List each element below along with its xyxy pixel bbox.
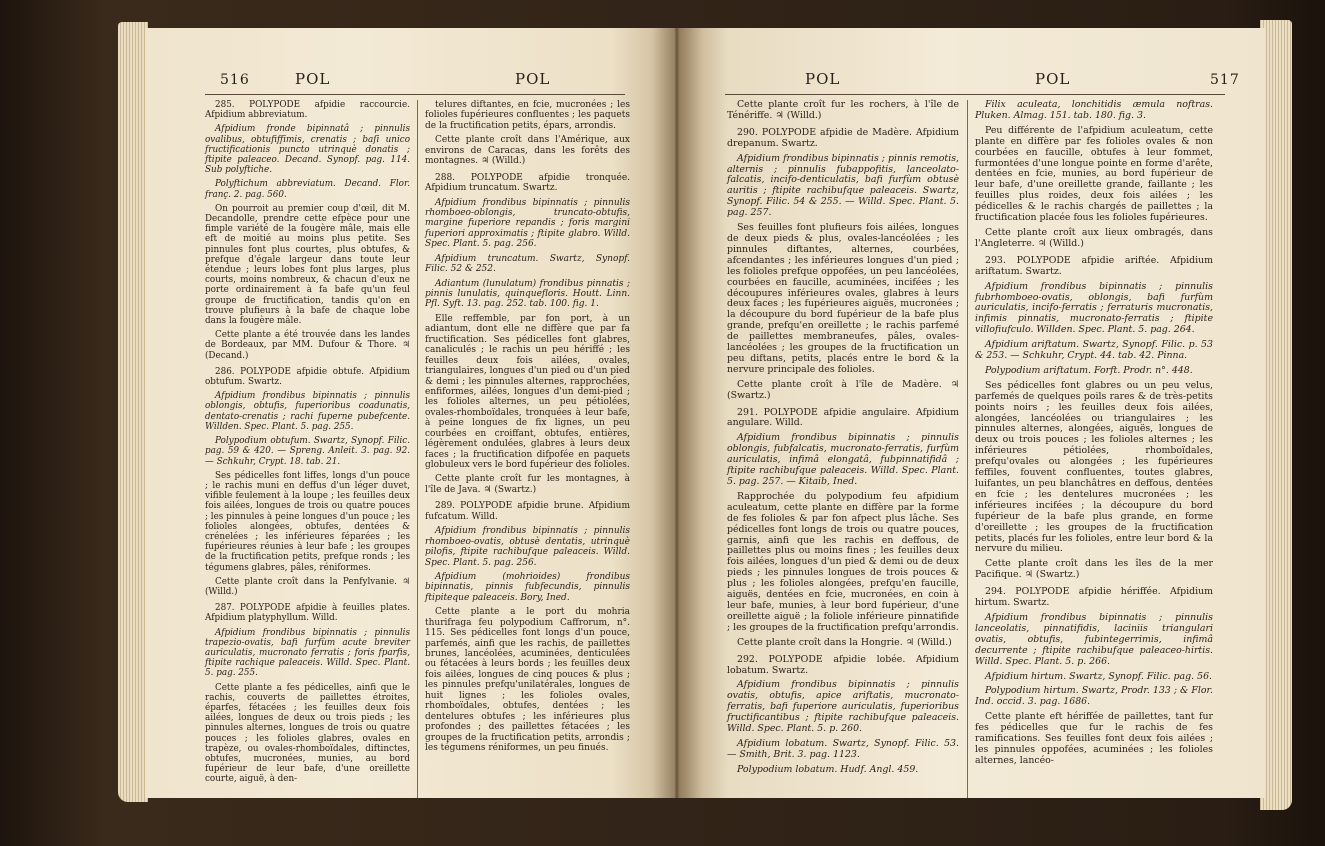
paragraph: Afpidium lobatum. Swartz, Synopf. Filic. 53. — Smith, Brit. 3. pag. 1123. [727, 737, 959, 760]
paragraph: Polypodium hirtum. Swartz, Prodr. 133 ; & Flor. Ind. occid. 3. pag. 1686. [975, 685, 1213, 708]
page-number: 517 [1210, 72, 1240, 88]
paragraph: Elle reffemble, par fon port, à un adiantum, dont elle ne diffère que par fa fructification. Ses pédicelles font glabres, canaliculés ; le rachis un peu hériffé ; les feuilles deux fois ailées, ovales, triangulaires, longues d'un pied ou d'un pied & demi ; les pinnules alternes, rapprochées, enfiformes, ailées, longues d'un demi-pied ; les folioles alternes, un peu pétiolées, ovales-rhomboïdales, tronquées à leur bafe, à peine longues de fix lignes, un peu courbées en croiffant, obtufes, entières, légèrement ondulées, glabres à leurs deux faces ; la fructification difpofée en paquets globuleux vers le bord fupérieur des folioles. [425, 313, 630, 470]
paragraph: Cette plante croît fur les montagnes, à l'île de Java. ♃ (Swartz.) [425, 474, 630, 495]
paragraph: Cette plante croît dans la Hongrie. ♃ (Willd.) [737, 636, 952, 648]
paragraph: On pourroit au premier coup d'œil, dit M. Decandolle, prendre cette efpèce pour une fimple variété de la fougère mâle, mais elle eft de moitié au moins plus petite. Ses pinnules font plus courtes, plus obtufes, & prefque d'égale largeur dans toute leur étendue ; leurs lobes font plus larges, plus courts, moins nombreux, & chacun d'eux ne porte ordinairement à fa bafe qu'un feul groupe de fructification, tandis qu'on en trouve plufieurs à la bafe de chaque lobe dans la fougère mâle. [205, 203, 410, 327]
entry-heading: 291. POLYPODE afpidie angulaire. Afpidium angulare. Willd. [727, 406, 959, 429]
header-rule [205, 94, 625, 95]
paragraph: Afpidium (mohrioides) frondibus bipinnatis, pinnis fubfecundis, pinnulis ftipiteque paleaceis. Bory, Ined. [425, 571, 630, 603]
entry-heading: 290. POLYPODE afpidie de Madère. Afpidium drepanum. Swartz. [727, 126, 959, 149]
paragraph: Afpidium frondibus bipinnatis ; pinnis remotis, alternis ; pinnulis fubappofitis, lanceolato-falcatis, incifo-denticulatis, bafi furfùm obtusè auritis ; ftipite rachibufque paleaceis. Swartz, Synopf. Filic. 54 & 255. — Willd. Spec. Plant. 5. pag. 257. [727, 152, 959, 219]
paragraph: Cette plante croît à l'île de Madère. ♃ (Swartz.) [727, 378, 959, 401]
entry-heading: 289. POLYPODE afpidie brune. Afpidium fufcatum. Willd. [425, 501, 630, 522]
paragraph: Afpidium frondibus bipinnatis ; pinnulis fubrhomboeo-ovatis, oblongis, bafi furfùm auriculatis, incifo-ferratis ; ferraturis mucronatis, infimis pinnatis, mucronato-ferratis ; ftipite villofiufculo. Willden. Spec. Plant. 5. pag. 264. [975, 280, 1213, 336]
paragraph: Polypodium lobatum. Hudf. Angl. 459. [737, 763, 919, 775]
paragraph: 285. POLYPODE afpidie raccourcie. Afpidium abbreviatum. [205, 100, 410, 121]
entry-heading: 288. POLYPODE afpidie tronquée. Afpidium truncatum. Swartz. [425, 172, 630, 194]
paragraph: Afpidium frondibus bipinnatis ; pinnulis ovatis, obtufis, apice ariftatis, mucronato-ferratis, bafi fuperiore auriculatis, fuperioribus fructificantibus ; ftipite rachibufque paleaceis. Willd. Spec. Plant. 5. p. 260. [727, 679, 959, 735]
paragraph: Afpidium frondibus bipinnatis ; pinnulis oblongis, obtufis, fuperioribus coadunatis, dentato-crenatis ; rachi fuperne pubefcente. Willden. Spec. Plant. 5. pag. 255. [205, 391, 410, 432]
paragraph: Ses feuilles font plufieurs fois ailées, longues de deux pieds & plus, ovales-lancéolées ; les pinnules diftantes, alternes, courbées, afcendantes ; les inférieures longues d'un pied ; les folioles prefque oppofées, un peu lancéolées, courbées en faucille, acuminées, incifées ; les découpures inférieures ovales, glabres à leurs deux faces ; les fupérieures aiguës, mucronées ; la découpure du bord fupérieur de la bafe plus grande, prefqu'en oreillette ; le rachis parfemé de paillettes membraneufes, pâles, ovales-lancéolées ; les groupes de la fructification un peu diftans, petits, placés entre le bord & la nervure principale des folioles. [727, 222, 959, 375]
paragraph: Afpidium frondibus bipinnatis ; pinnulis trapezio-ovatis, bafi furfùm acute breviter auriculatis, mucronato ferratis ; foris fparfis, ftipite rachique paleaceis. Willd. Spec. Plant. 5. pag. 255. [205, 627, 410, 679]
entry-heading: 286. POLYPODE afpidie obtufe. Afpidium obtufum. Swartz. [205, 366, 410, 388]
right-column-2 [975, 100, 1213, 771]
right-running-head-2: POL [1035, 70, 1071, 88]
entry-heading: 293. POLYPODE afpidie ariftée. Afpidium ariftatum. Swartz. [975, 254, 1213, 277]
entry-heading: 294. POLYPODE afpidie hériffée. Afpidium hirtum. Swartz. [975, 586, 1213, 609]
entry-heading: 292. POLYPODE afpidie lobée. Afpidium lobatum. Swartz. [727, 653, 959, 676]
entry-heading: 287. POLYPODE afpidie à feuilles plates. Afpidium platyphyllum. Willd. [205, 603, 410, 624]
paragraph: Cette plante croît dans la Penfylvanie. ♃ (Willd.) [205, 576, 410, 597]
left-column-1 [205, 100, 410, 789]
right-column-1 [727, 100, 959, 780]
paragraph: Ses pédicelles font glabres ou un peu velus, parfemés de quelques poils rares & de très-petits points noirs ; les feuilles deux fois ailées, alongées, lancéolées ou triangulaires ; les pinnules alternes, alongées, aiguës, longues de deux ou trois pouces ; les folioles alternes ; les inférieures pétiolées, rhomboïdales, prefqu'ovales ou alongées ; les fupérieures feffiles, fouvent confluentes, toutes glabres, luifantes, un peu blanchâtres en deffous, dentées en fcie ; les dentelures mucronées ; les inférieures incifées ; la découpure du bord fupérieur de la bafe plus grande, en forme d'oreillette ; les groupes de la fructification petits, placés fur les folioles, entre leur bord & la nervure du milieu. [975, 379, 1213, 555]
right-page [675, 28, 1265, 798]
paragraph: Cette plante a été trouvée dans les landes de Bordeaux, par MM. Dufour & Thore. ♃ (Decand.) [205, 330, 410, 361]
column-divider [417, 100, 418, 798]
right-page-number [1210, 70, 1240, 96]
paragraph: Afpidium hirtum. Swartz, Synopf. Filic. pag. 56. [985, 670, 1213, 682]
paragraph: Polypodium obtufum. Swartz, Synopf. Filic. pag. 59 & 420. — Spreng. Anleit. 3. pag. 92. — Schkuhr, Crypt. 18. tab. 21. [205, 436, 410, 467]
paragraph: Cette plante a le port du mohria thurifraga feu polypodium Caffrorum, n°. 115. Ses pédicelles font longs d'un pouce, parfemés, ainfi que les rachis, de paillettes brunes, lancéolées, acuminées, denticulées ou fétacées à leurs bords ; les feuilles deux fois ailées, longues de cinq pouces & plus ; les pinnules prefqu'unilatérales, longues de huit lignes ; les folioles ovales, rhomboïdales, obtufes, dentées ; les dentelures obtufes ; les inférieures plus profondes ; des paillettes fétacées ; les groupes de la fructification petits, arrondis ; les tégumens réniformes, un peu finués. [425, 607, 630, 753]
left-running-head-1: POL [295, 70, 331, 88]
paragraph: Cette plante croît dans l'Amérique, aux environs de Caracas, dans les forêts des montagnes. ♃ (Willd.) [425, 135, 630, 167]
left-page [145, 28, 675, 798]
paragraph: Ses pédicelles font liffes, longs d'un pouce ; le rachis muni en deffus d'un léger duvet, vifible feulement à la loupe ; les feuilles deux fois ailées, longues de trois ou quatre pouces ; les pinnules à peine longues d'un pouce ; les folioles alongées, obtufes, dentées & crénelées ; les inférieures féparées ; les fupérieures réunies à leur bafe ; les groupes de la fructification petits, prefque ronds ; les tégumens glabres, pâles, réniformes. [205, 470, 410, 573]
paragraph: Cette plante croît aux lieux ombragés, dans l'Angleterre. ♃ (Willd.) [975, 226, 1213, 249]
paragraph: Afpidium frondibus bipinnatis ; pinnulis oblongis, fubfalcatis, mucronato-ferratis, furfùm auriculatis, infimâ elongatâ, fubpinnatifidâ ; ftipite rachibufque paleaceis. Willd. Spec. Plant. 5. pag. 257. — Kitaib, Ined. [727, 432, 959, 487]
paragraph: Afpidium ariftatum. Swartz, Synopf. Filic. p. 53 & 253. — Schkuhr, Crypt. 44. tab. 42. Pinna. [975, 339, 1213, 362]
page-stack-left [118, 22, 148, 802]
paragraph: Afpidium frondibus bipinnatis ; pinnulis rhomboeo-oblongis, truncato-obtufis, margine fuperiore repandis ; foris margini fuperiori approximatis ; ftipite glabro. Willd. Spec. Plant. 5. pag. 256. [425, 197, 630, 250]
book-gutter [652, 28, 702, 798]
paragraph: Afpidium frondibus bipinnatis ; pinnulis lanceolatis, pinnatifidis, laciniis triangulari ovatis, obtufis, fubintegerrimis, infimâ decurrente ; ftipite rachibufque paleaceo-hirtis. Willd. Spec. Plant. 5. p. 266. [975, 611, 1213, 667]
paragraph: Polyftichum abbreviatum. Decand. Flor. franç. 2. pag. 560. [205, 179, 410, 200]
header-rule [725, 94, 1225, 95]
left-column-2 [425, 100, 630, 757]
paragraph: Filix aculeata, lonchitidis æmula noftras. Pluken. Almag. 151. tab. 180. fig. 3. [975, 99, 1213, 121]
paragraph: Cette plante eft hériffée de paillettes, tant fur fes pédicelles que fur le rachis de fes ramifications. Ses feuilles font deux fois ailées ; les pinnules oppofées, acuminées ; les folioles alternes, lancéo- [975, 711, 1213, 766]
paragraph: Afpidium frondibus bipinnatis ; pinnulis rhomboeo-ovatis, obtusè dentatis, utrinquè pilofis, ftipite rachibufque paleaceis. Willd. Spec. Plant. 5. pag. 256. [425, 526, 630, 568]
paragraph: Adiantum (lunulatum) frondibus pinnatis ; pinnis lunulatis, quinquefloris. Houtt. Linn. Pfl. Syft. 13. pag. 252. tab. 100. fig. 1. [425, 278, 630, 310]
column-divider [967, 100, 968, 798]
paragraph: Cette plante croît fur les rochers, à l'île de Ténériffe. ♃ (Willd.) [727, 99, 959, 121]
paragraph: Cette plante croît dans les îles de la mer Pacifique. ♃ (Swartz.) [975, 558, 1213, 581]
paragraph: telures diftantes, en fcie, mucronées ; les folioles fupérieures confluentes ; les paquets de la fructification petits, épars, arrondis. [425, 100, 630, 131]
paragraph: Peu différente de l'afpidium aculeatum, cette plante en diffère par fes folioles ovales & non courbées en faucille, obtufes à leur fommet, furmontées d'une longue pointe en forme d'arête, dentées en fcie, munies, au bord fupérieur de leur bafe, d'une oreillette grande, faillante ; les feuilles plus roides, deux fois ailées ; les pédicelles & le rachis chargés de paillettes ; la fructification placée fous les folioles fupérieures. [975, 124, 1213, 224]
paragraph: Cette plante a fes pédicelles, ainfi que le rachis, couverts de paillettes étroites, éparfes, fétacées ; les feuilles deux fois ailées, longues de deux ou trois pieds ; les pinnules alternes, longues de trois ou quatre pouces ; les folioles glabres, ovales en trapèze, ou ovales-rhomboïdales, diftinctes, obtufes, mucronées, munies, au bord fupérieur de leur bafe, d'une oreillette courte, aiguë, à den- [205, 682, 410, 785]
paragraph: Afpidium truncatum. Swartz, Synopf. Filic. 52 & 252. [425, 253, 630, 275]
page-number: 516 [220, 72, 250, 88]
paragraph: Rapprochée du polypodium feu afpidium aculeatum, cette plante en diffère par la forme de fes folioles & par fon afpect plus lâche. Ses pédicelles font longs de trois ou quatre pouces, garnis, ainfi que les rachis en deffous, de paillettes plus ou moins fines ; les feuilles deux fois ailées, longues d'un pied & demi ou de deux pieds ; les pinnules longues de trois pouces & plus ; les folioles alongées, prefqu'en faucille, aiguës, dentées en fcie, mucronées, en coin à leur bafe, munies, à leur bord fupérieur, d'une oreillette aiguë ; la foliole inférieure pinnatifide ; les groupes de la fructification prefqu'arrondis. [727, 490, 959, 633]
paragraph: Polypodium ariftatum. Forft. Prodr. n°. 448. [985, 364, 1193, 376]
paragraph: Afpidium fronde bipinnatâ ; pinnulis ovalibus, obtufiffimis, crenatis ; baſi unico fructificationis puncto utrinquè donatis ; ftipite paleaceo. Decand. Synopf. pag. 114. Sub polyftiche. [205, 124, 410, 176]
right-running-head-1: POL [805, 70, 841, 88]
left-running-head-2: POL [515, 70, 551, 88]
left-page-number [220, 70, 250, 96]
